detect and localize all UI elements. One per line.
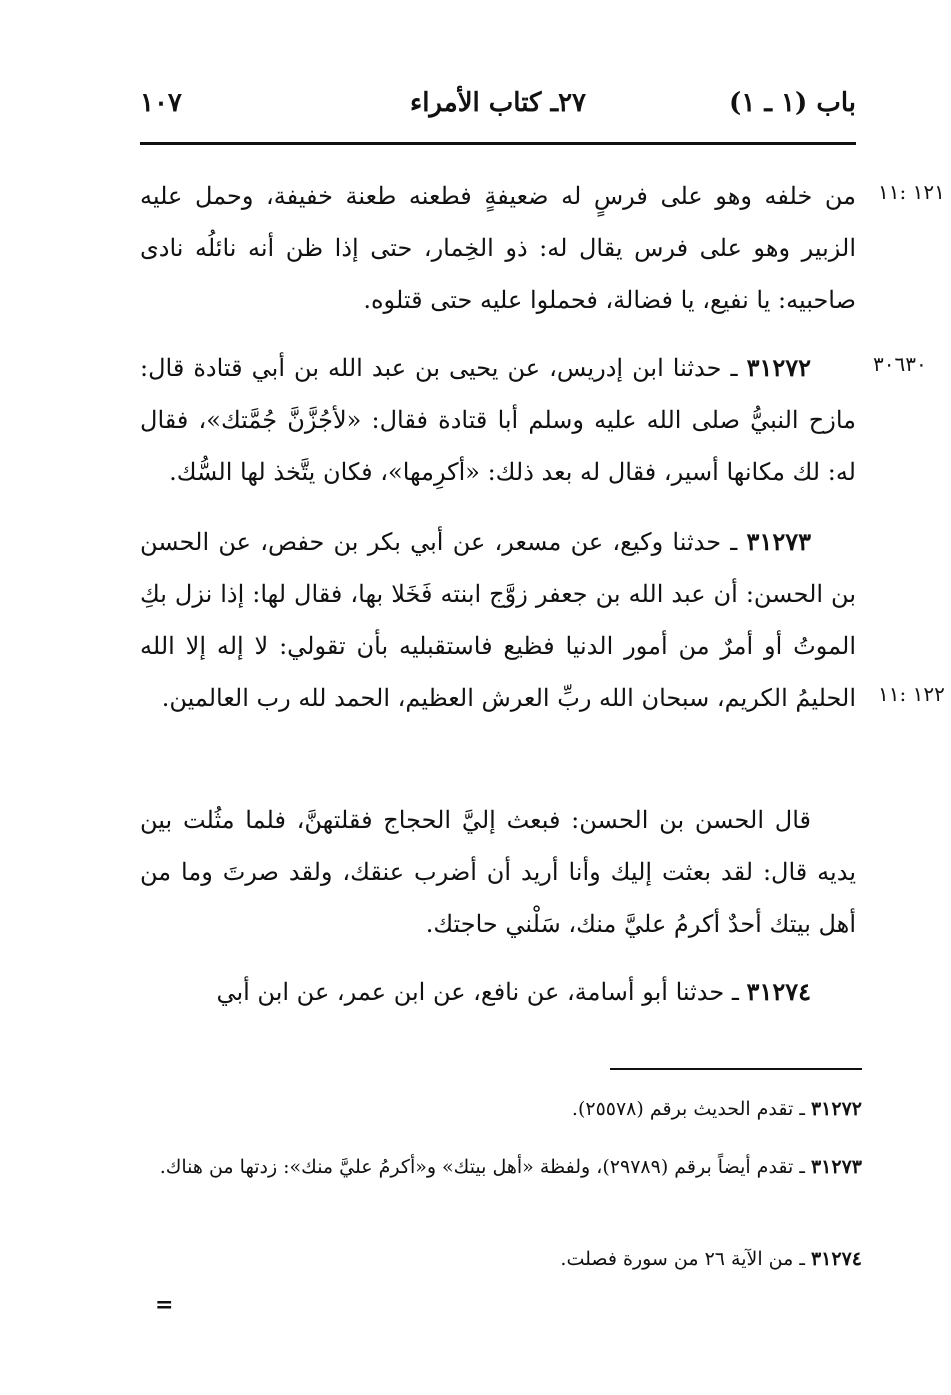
header-rule	[140, 142, 856, 145]
margin-reference: ١٢٢ :١١	[878, 682, 945, 706]
footnote	[140, 1090, 862, 1128]
paragraph	[140, 794, 856, 950]
footnote-number: ٣١٢٧٤	[810, 1248, 862, 1270]
hadith-number: ٣١٢٧٤	[746, 977, 811, 1006]
footnote-number: ٣١٢٧٣	[810, 1156, 862, 1178]
hadith-paragraph	[140, 966, 856, 1018]
chapter-reference: باب (١ ـ ١)	[729, 88, 856, 118]
running-header	[140, 88, 856, 138]
footnote-text: ـ تقدم الحديث برقم (٢٥٥٧٨).	[571, 1098, 805, 1120]
paragraph-text: ـ حدثنا وكيع، عن مسعر، عن أبي بكر بن حفص، عن الحسن بن الحسن: أن عبد الله بن جعفر زوَّج ابنته فَخَلا بها، فقال لها: إذا نزل بكِ الموتُ أو أمرٌ من أمور الدنيا فظيع فاستقبليه بأن تقولي: لا إله إلا الله الحليمُ الكريم، سبحان الله ربِّ العرش العظيم، الحمد لله رب العالمين.	[140, 528, 856, 712]
page-number: ١٠٧	[140, 88, 182, 118]
paragraph	[140, 170, 856, 326]
footnote	[140, 1240, 862, 1278]
paragraph-text: قال الحسن بن الحسن: فبعث إليَّ الحجاج فقلتهنَّ، فلما مثُلت بين يديه قال: لقد بعثت إليك وأنا أريد أن أضرب عنقك، ولقد صرتَ وما من أهل بيتك أحدٌ أكرمُ عليَّ منك، سَلْني حاجتك.	[140, 806, 856, 938]
paragraph-text: ـ حدثنا ابن إدريس، عن يحيى بن عبد الله بن أبي قتادة قال: مازح النبيُّ صلى الله عليه وسلم أبا قتادة فقال: «لأجُزَّنَّ جُمَّتك»، فقال له: لك مكانها أسير، فقال له بعد ذلك: «أكرِمها»، فكان يتَّخذ لها السُّك.	[140, 354, 856, 486]
paragraph-text: ـ حدثنا أبو أسامة، عن نافع، عن ابن عمر، عن ابن أبي	[216, 978, 739, 1006]
book-title: ٢٧ـ كتاب الأمراء	[409, 88, 587, 118]
margin-reference: ١٢١ :١١	[878, 180, 945, 204]
paragraph-text: من خلفه وهو على فرسٍ له ضعيفةٍ فطعنه طعنة خفيفة، وحمل عليه الزبير وهو على فرس يقال له: ذو الخِمار، حتى إذا ظن أنه نائلُه نادى صاحبيه: يا نفيع، يا فضالة، فحملوا عليه حتى قتلوه.	[140, 182, 856, 314]
footnote-rule	[610, 1068, 862, 1070]
hadith-number: ٣١٢٧٢	[746, 353, 812, 382]
continuation-mark: =	[155, 1292, 174, 1318]
margin-reference: ٣٠٦٣٠	[873, 352, 927, 376]
footnote	[140, 1148, 862, 1186]
hadith-paragraph	[140, 342, 856, 498]
footnote-text: ـ من الآية ٢٦ من سورة فصلت.	[560, 1248, 805, 1270]
footnote-number: ٣١٢٧٢	[810, 1098, 862, 1120]
hadith-paragraph	[140, 516, 856, 724]
footnote-text: ـ تقدم أيضاً برقم (٢٩٧٨٩)، ولفظة «أهل بيتك» و«أكرمُ عليَّ منك»: زدتها من هناك.	[159, 1156, 805, 1178]
hadith-number: ٣١٢٧٣	[746, 527, 811, 556]
